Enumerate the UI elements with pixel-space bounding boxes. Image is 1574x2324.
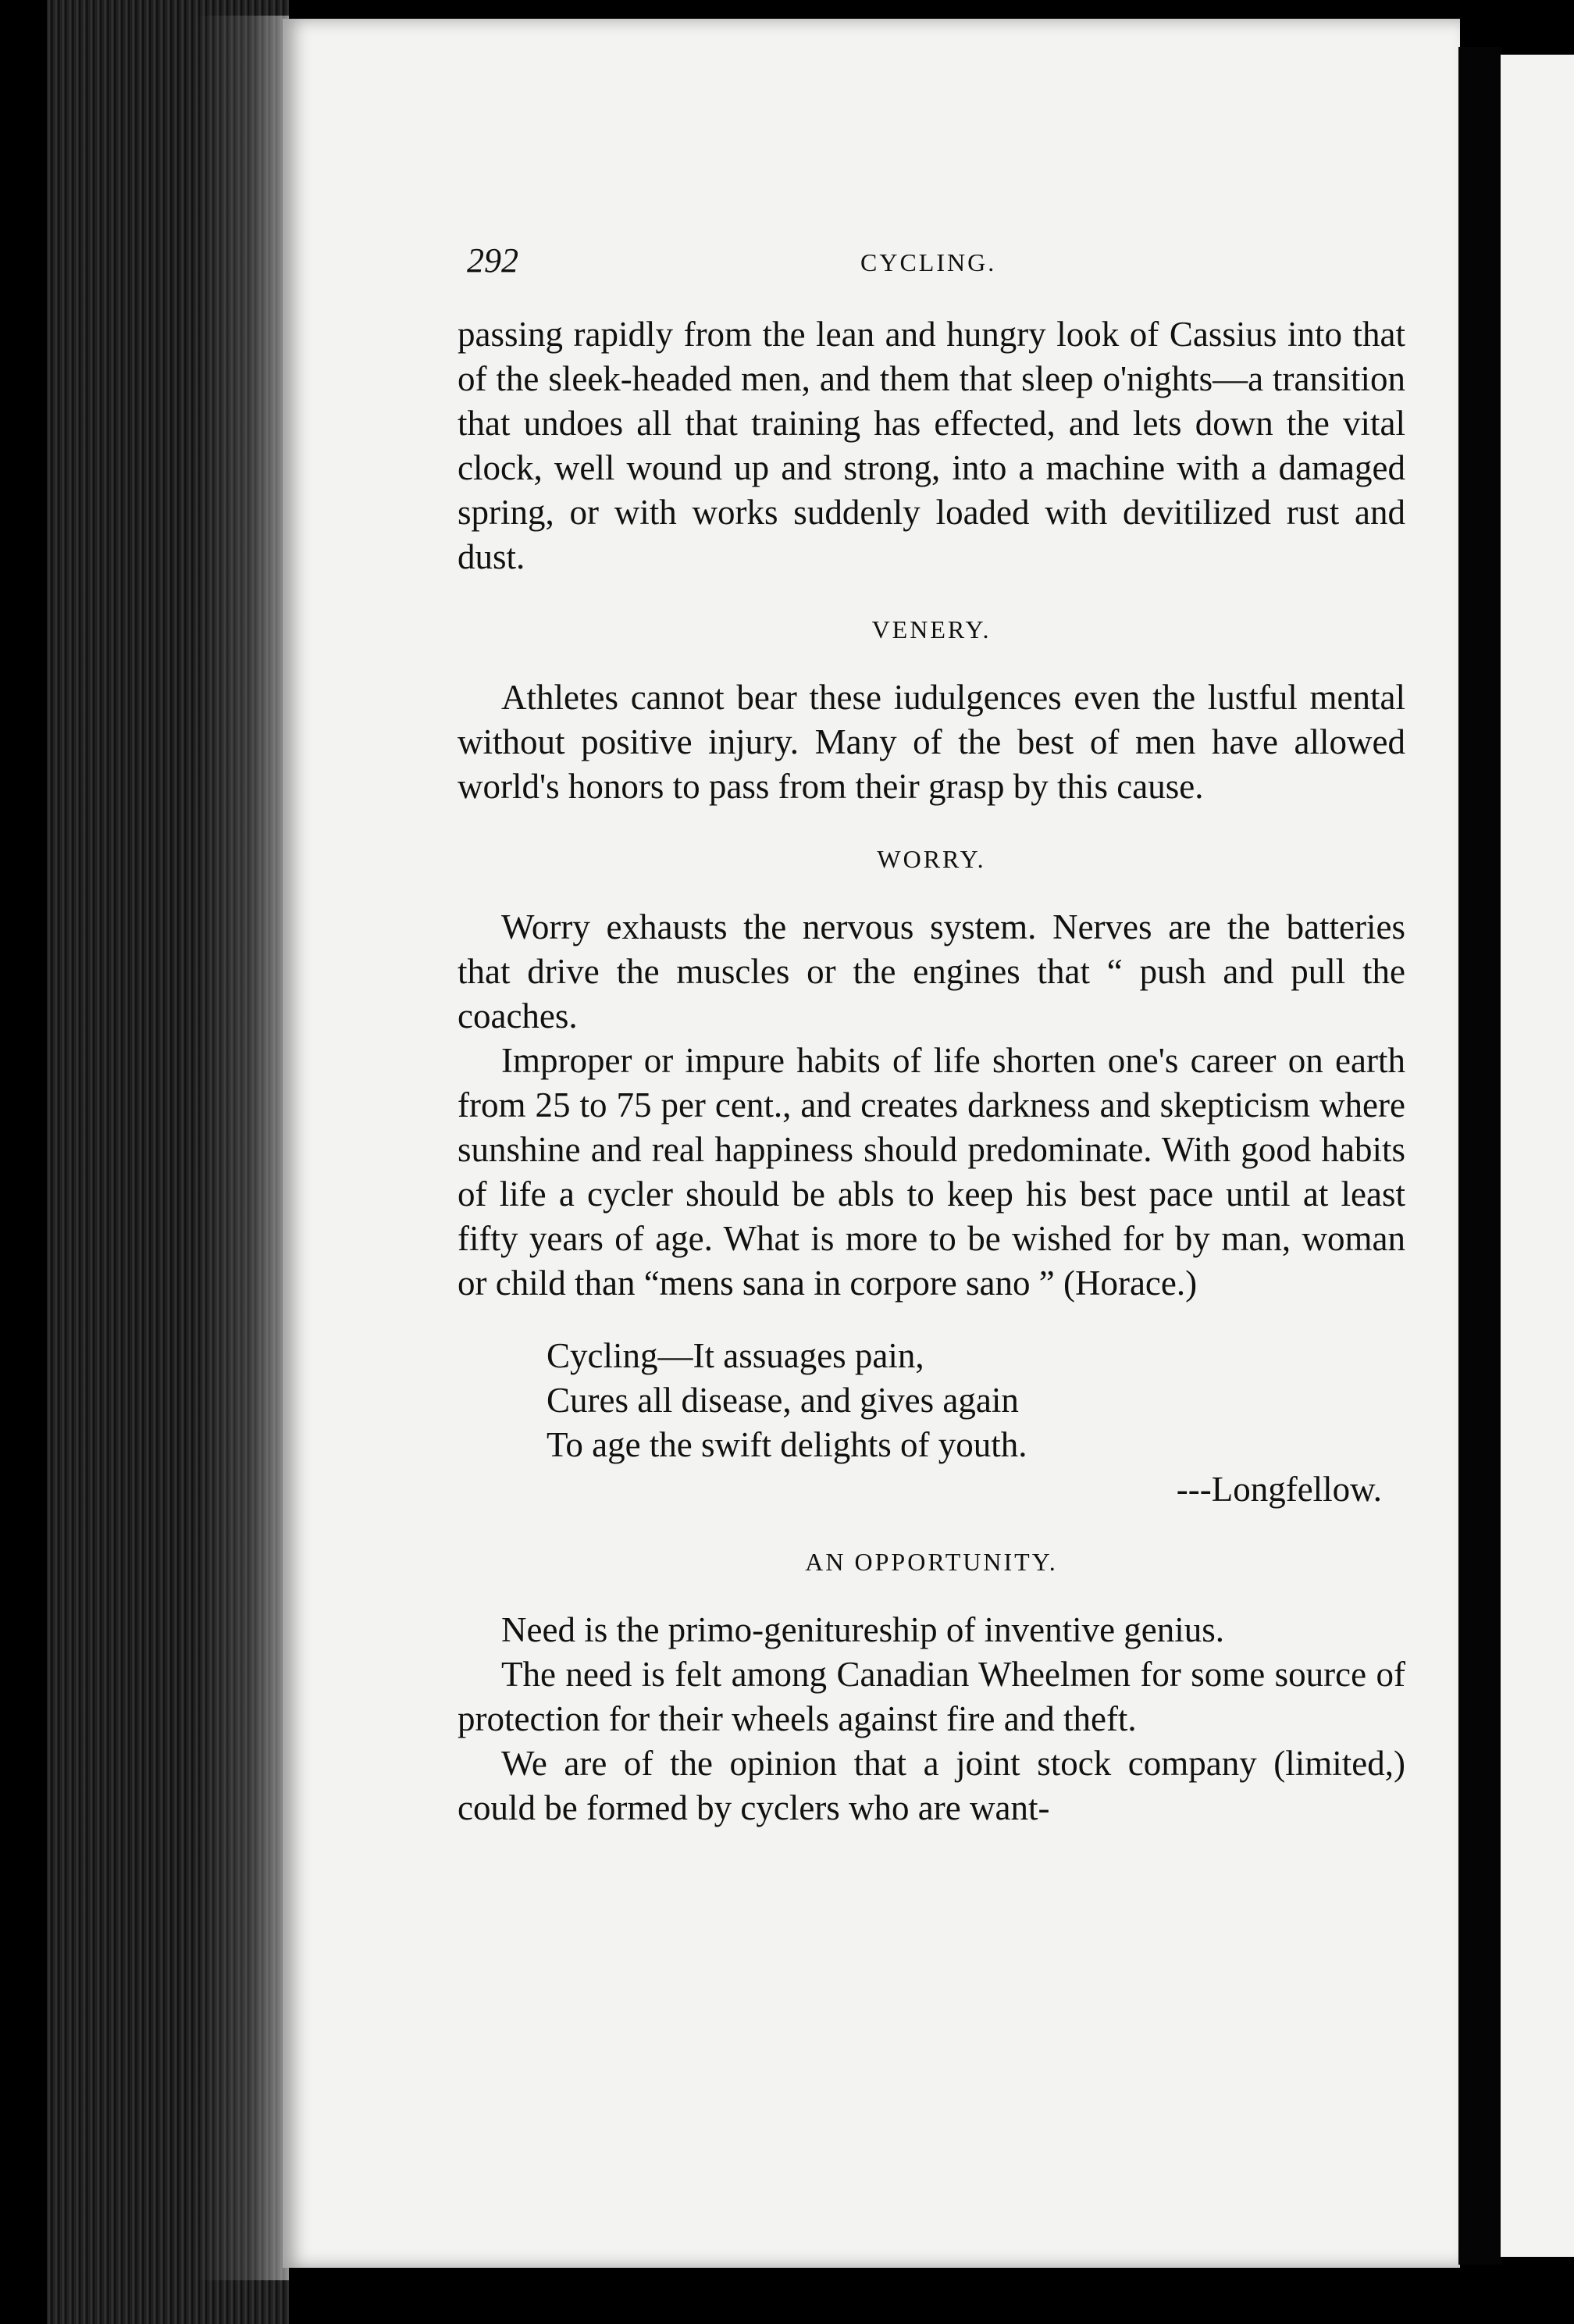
worry-paragraph-2: Improper or impure habits of life shorten one's career on earth from 25 to 75 per cent., and creates darkness and skepticism where sunshine and real happiness should predominate. With good habits of life a cycler should be abls to keep his best pace until at least fifty years of age. What is more to be wished for by man, woman or child than “mens sana in corpore sano ” (Horace.) (458, 1041, 1405, 1303)
poem-quote (547, 1334, 1405, 1467)
opportunity-paragraph-3: We are of the opinion that a joint stock company (limited,) could be formed by cyclers who are want- (458, 1744, 1405, 1827)
poem-attribution: ---Longfellow. (1176, 1470, 1382, 1509)
poem-line: To age the swift delights of youth. (547, 1425, 1027, 1464)
page-text (458, 312, 1405, 1830)
facing-page-edge (1501, 55, 1574, 2257)
page-header (467, 241, 1404, 287)
opportunity-paragraph-1: Need is the primo-genitureship of inventive genius. (501, 1610, 1225, 1649)
section-heading-venery: VENERY. (871, 615, 992, 643)
page-number: 292 (467, 241, 518, 280)
running-head: CYCLING. (860, 248, 997, 276)
opportunity-paragraph-2: The need is felt among Canadian Wheelmen for some source of protection for their wheels against fire and theft. (458, 1655, 1405, 1738)
book-gutter (1458, 47, 1502, 2265)
intro-paragraph: passing rapidly from the lean and hungry look of Cassius into that of the sleek-headed men, and them that sleep o'nights—a transition that undoes all that training has effected, and lets down the vital clock, well wound up and strong, into a machine with a damaged spring, or with works suddenly loaded with devitilized rust and dust. (458, 315, 1405, 576)
section-heading-opportunity: AN OPPORTUNITY. (805, 1548, 1058, 1576)
poem-line: Cures all disease, and gives again (547, 1381, 1019, 1420)
poem-line: Cycling—It assuages pain, (547, 1336, 924, 1375)
section-heading-worry: WORRY. (877, 845, 986, 873)
venery-paragraph: Athletes cannot bear these iudulgences even the lustful mental without positive injury. Many of the best of men have allowed world's honors to pass from their grasp by this cause. (458, 678, 1405, 806)
page-edge-shading (195, 16, 289, 2280)
worry-paragraph-1: Worry exhausts the nervous system. Nerves are the batteries that drive the muscles or the engines that “ push and pull the coaches. (458, 907, 1405, 1035)
